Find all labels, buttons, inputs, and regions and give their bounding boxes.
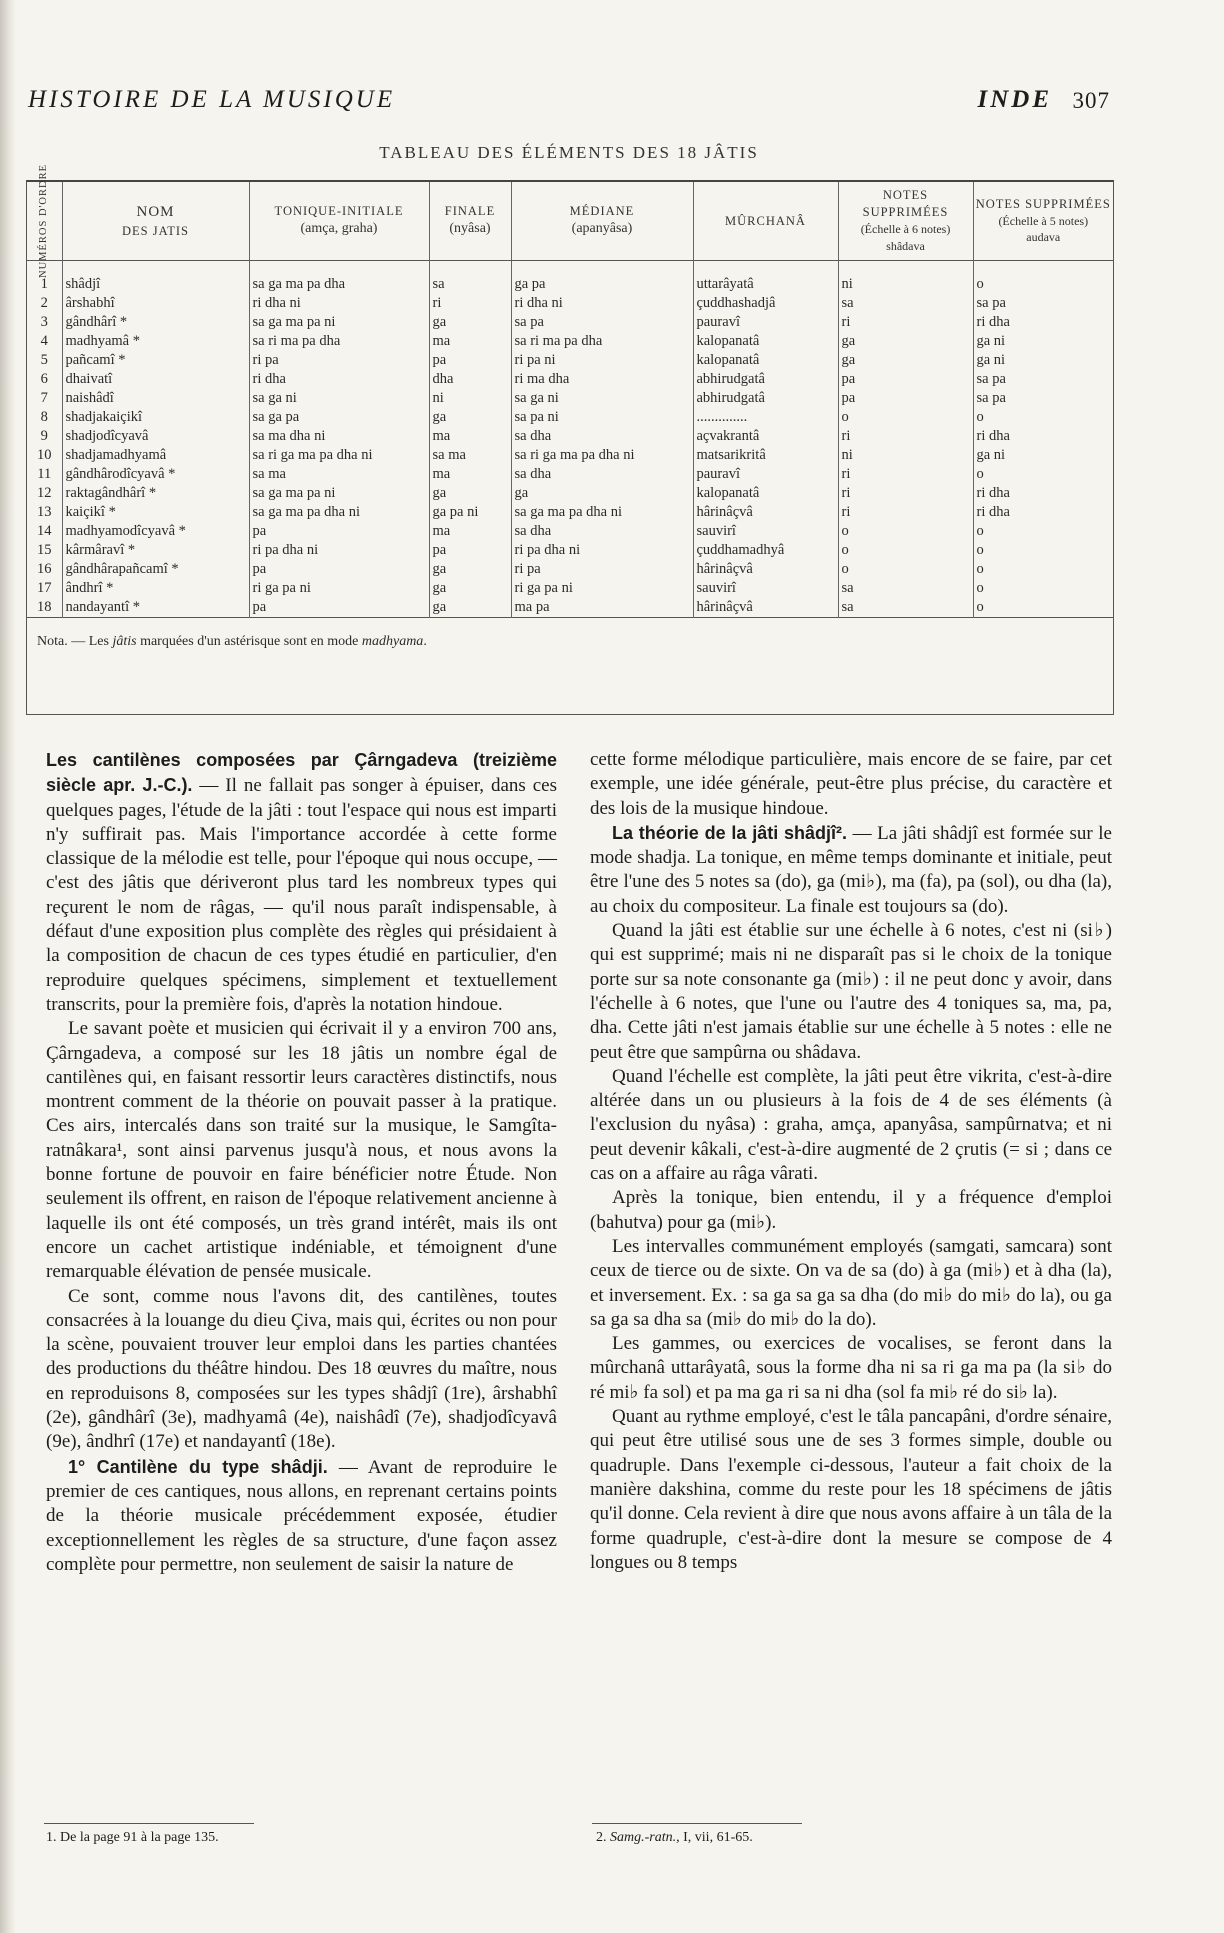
paragraph-intervalles: Les intervalles communément employés (samgati, samcara) sont ceux de tierce ou de sixte. On va de sa (do) à ga (mi♭) et à dha (la), et inversement. Ex. : sa ga sa ga sa dha (do mi♭ do mi♭ do la), ou ga sa ga sa dha sa (mi♭ do mi♭ do la do). bbox=[590, 1235, 1112, 1330]
row-number: 3 bbox=[27, 313, 62, 332]
page-number: 307 bbox=[1072, 88, 1110, 113]
table-row bbox=[27, 332, 1113, 351]
section-heading-cantilenes: Les cantilènes composées par Çârngadeva (treizième siècle apr. J.-C.). bbox=[46, 750, 557, 796]
supp5-cell: ri dha bbox=[976, 314, 1010, 330]
supp6-cell: sa bbox=[838, 294, 973, 313]
paragraph-type-shadji: 1° Cantilène du type shâdji. — Avant de reproduire le premier de ces cantiques, nous allons, en reprenant certains points de la théorie musicale précédemment exposée, étudier exceptionnellement les règles de sa structure, d'une façon assez complète pour permettre, non seulement de saisir la nature de bbox=[46, 1456, 558, 1575]
finale-cell: ma bbox=[429, 522, 511, 541]
jati-name: ândhrî * bbox=[62, 579, 249, 598]
supp6-cell: pa bbox=[838, 389, 973, 408]
mediane-cell: sa dha bbox=[511, 427, 693, 446]
table-row bbox=[27, 370, 1113, 389]
paragraph-theorie: La théorie de la jâti shâdjî². — La jâti shâdjî est formée sur le mode shadja. La tonique, en même temps dominante et initiale, peut être l'une des 5 notes sa (do), ga (mi♭), ma (fa), pa (sol), ou dha (la), au choix du compositeur. La finale est toujours sa (do). bbox=[590, 822, 1112, 917]
row-number: 1 bbox=[27, 275, 62, 294]
jati-name: pañcamî * bbox=[62, 351, 249, 370]
row-number: 10 bbox=[27, 446, 62, 465]
table-row bbox=[27, 389, 1113, 408]
table-row bbox=[27, 465, 1113, 484]
table-row bbox=[27, 541, 1113, 560]
mediane-cell: sa pa bbox=[511, 313, 693, 332]
supp5-cell: o bbox=[976, 523, 984, 539]
table-title: TABLEAU DES ÉLÉMENTS DES 18 JÂTIS bbox=[379, 143, 759, 162]
row-number: 17 bbox=[27, 579, 62, 598]
row-number: 15 bbox=[27, 541, 62, 560]
section-name: INDE bbox=[977, 86, 1052, 113]
tonique-cell: ri pa dha ni bbox=[249, 541, 429, 560]
section-heading-type-shadji: 1° Cantilène du type shâdji. bbox=[68, 1456, 328, 1477]
finale-cell: ma bbox=[429, 332, 511, 351]
supp6-cell: ga bbox=[838, 332, 973, 351]
jati-name: shadjamadhyamâ bbox=[62, 446, 249, 465]
jati-name: gândhârodîcyavâ * bbox=[62, 465, 249, 484]
supp6-cell: o bbox=[838, 541, 973, 560]
paragraph-continuation: cette forme mélodique particulière, mais encore de se faire, par cet exemple, une idée générale, peut-être plus précise, du caractère et des lois de la musique hindoue. bbox=[590, 749, 1112, 819]
mediane-cell: ri pa ni bbox=[511, 351, 693, 370]
murchana-cell: sauvirî bbox=[693, 579, 838, 598]
footnote-2: 2. Samg.-ratn., I, vii, 61-65. bbox=[596, 1830, 753, 1845]
mediane-cell: ri ga pa ni bbox=[511, 579, 693, 598]
table-row bbox=[27, 503, 1113, 522]
finale-cell: ga bbox=[429, 484, 511, 503]
tonique-cell: ri ga pa ni bbox=[249, 579, 429, 598]
page-binding-shadow bbox=[0, 0, 16, 1933]
murchana-cell: abhirudgatâ bbox=[693, 370, 838, 389]
table-row bbox=[27, 294, 1113, 313]
table-body bbox=[27, 261, 1113, 618]
mediane-cell: ga pa bbox=[511, 275, 693, 294]
row-number: 9 bbox=[27, 427, 62, 446]
jati-name: madhyamâ * bbox=[62, 332, 249, 351]
col-header-supp6: NOTES SUPPRIMÉES (Échelle à 6 notes) shâdava bbox=[838, 182, 973, 261]
murchana-cell: kalopanatâ bbox=[693, 332, 838, 351]
footnote-1: 1. De la page 91 à la page 135. bbox=[46, 1830, 219, 1845]
murchana-cell: pauravî bbox=[693, 313, 838, 332]
supp5-cell: sa pa bbox=[976, 295, 1006, 311]
row-number: 14 bbox=[27, 522, 62, 541]
supp6-cell: ga bbox=[838, 351, 973, 370]
supp6-cell: o bbox=[838, 408, 973, 427]
supp5-cell: ri dha bbox=[976, 485, 1010, 501]
finale-cell: ma bbox=[429, 465, 511, 484]
supp6-cell: o bbox=[838, 522, 973, 541]
murchana-cell: .............. bbox=[693, 408, 838, 427]
row-number: 12 bbox=[27, 484, 62, 503]
row-number: 5 bbox=[27, 351, 62, 370]
table-header-row bbox=[27, 182, 1113, 261]
table-row bbox=[27, 522, 1113, 541]
row-number: 7 bbox=[27, 389, 62, 408]
row-number: 13 bbox=[27, 503, 62, 522]
tonique-cell: ri dha ni bbox=[249, 294, 429, 313]
row-number: 6 bbox=[27, 370, 62, 389]
murchana-cell: uttarâyatâ bbox=[693, 275, 838, 294]
table-row bbox=[27, 408, 1113, 427]
supp6-cell: sa bbox=[838, 598, 973, 618]
jati-name: madhyamodîcyavâ * bbox=[62, 522, 249, 541]
supp5-cell: o bbox=[976, 561, 984, 577]
tonique-cell: sa ma dha ni bbox=[249, 427, 429, 446]
book-title: HISTOIRE DE LA MUSIQUE bbox=[28, 86, 396, 113]
mediane-cell: ri dha ni bbox=[511, 294, 693, 313]
tonique-cell: sa ga pa bbox=[249, 408, 429, 427]
col-header-tonique: TONIQUE-INITIALE (amça, graha) bbox=[249, 182, 429, 261]
mediane-cell: ri pa bbox=[511, 560, 693, 579]
finale-cell: pa bbox=[429, 541, 511, 560]
mediane-cell: ri pa dha ni bbox=[511, 541, 693, 560]
jati-name: kaiçikî * bbox=[62, 503, 249, 522]
tonique-cell: pa bbox=[249, 598, 429, 618]
supp5-cell: o bbox=[976, 542, 984, 558]
table-row bbox=[27, 427, 1113, 446]
tonique-cell: sa ma bbox=[249, 465, 429, 484]
paragraph-cantilenes-civa: Ce sont, comme nous l'avons dit, des cantilènes, toutes consacrées à la louange du dieu Çiva, mais qui, écrites ou non pour la scène, pouvaient trouver leur emploi dans les parties chantées des productions du théâtre hindou. Des 18 œuvres du maître, nous en reproduisons 8, composées sur les types shâdjî (1re), ârshabhî (2e), gândhârî (3e), madhyamâ (4e), naishâdî (7e), shadjodîcyavâ (9e), ândhrî (17e) et nandayantî (18e). bbox=[46, 1285, 557, 1453]
jati-name: kârmâravî * bbox=[62, 541, 249, 560]
jati-name: dhaivatî bbox=[62, 370, 249, 389]
row-number: 4 bbox=[27, 332, 62, 351]
table-row bbox=[27, 579, 1113, 598]
col-header-finale: FINALE (nyâsa) bbox=[429, 182, 511, 261]
supp6-cell: ri bbox=[838, 465, 973, 484]
tonique-cell: sa ga ma pa ni bbox=[249, 313, 429, 332]
supp5-cell: ri dha bbox=[976, 504, 1010, 520]
running-head bbox=[28, 86, 1110, 116]
tonique-cell: sa ga ma pa dha bbox=[249, 275, 429, 294]
row-number: 16 bbox=[27, 560, 62, 579]
jati-name: raktagândhârî * bbox=[62, 484, 249, 503]
murchana-cell: matsarikritâ bbox=[693, 446, 838, 465]
supp5-cell: sa pa bbox=[976, 390, 1006, 406]
finale-cell: ga bbox=[429, 598, 511, 618]
supp5-cell: ri dha bbox=[976, 428, 1010, 444]
table-spacer-row bbox=[27, 261, 1113, 276]
murchana-cell: çuddhamadhyâ bbox=[693, 541, 838, 560]
murchana-cell: pauravî bbox=[693, 465, 838, 484]
table-row bbox=[27, 560, 1113, 579]
supp5-cell: ga ni bbox=[976, 352, 1006, 368]
paragraph-rythme: Quant au rythme employé, c'est le tâla pancapâni, d'ordre sénaire, qui peut être utilisé sous une de ses 3 formes simple, double ou quadruple. Dans l'exemple ci-dessous, l'auteur a fait choix de la manière dakshina, comme du reste pour les 18 spécimens de jâtis qu'il donne. Cela revient à dire que nous avons affaire à un tâla de la forme quadruple, c'est-à-dire dont la mesure se compose de 4 longues ou 8 temps bbox=[590, 1406, 1112, 1573]
finale-cell: ma bbox=[429, 427, 511, 446]
col-header-murchana: MÛRCHANÂ bbox=[693, 182, 838, 261]
mediane-cell: sa dha bbox=[511, 522, 693, 541]
murchana-cell: kalopanatâ bbox=[693, 351, 838, 370]
murchana-cell: hârinâçvâ bbox=[693, 560, 838, 579]
left-text-column bbox=[46, 748, 557, 1577]
paragraph-carngadeva: Le savant poète et musicien qui écrivait il y a environ 700 ans, Çârngadeva, a composé sur les 18 jâtis un nombre égal de cantilènes qui, en faisant ressortir leurs caractères distinctifs, nous montrent comment de la théorie on pouvait passer à la pratique. Ces airs, intercalés dans son traité sur la musique, le Samgîta-ratnâkara¹, sont ainsi parvenus jusqu'à nous, et nous avons la bonne fortune de pouvoir en faire bénéficier notre Étude. Non seulement ils offrent, en raison de l'époque relativement ancienne à laquelle ils ont été composés, un très grand intérêt, mais ils ont encore un cachet artistique indéniable, et témoignent d'une remarquable élévation de pensée musicale. bbox=[46, 1018, 557, 1283]
table-note-row bbox=[27, 618, 1113, 667]
supp6-cell: ri bbox=[838, 313, 973, 332]
mediane-cell: sa ga ni bbox=[511, 389, 693, 408]
table-row bbox=[27, 484, 1113, 503]
supp6-cell: ri bbox=[838, 427, 973, 446]
section-heading-theorie: La théorie de la jâti shâdjî². bbox=[612, 822, 848, 843]
supp6-cell: ni bbox=[838, 275, 973, 294]
supp5-cell: sa pa bbox=[976, 371, 1006, 387]
finale-cell: dha bbox=[429, 370, 511, 389]
supp6-cell: sa bbox=[838, 579, 973, 598]
finale-cell: ga bbox=[429, 560, 511, 579]
supp5-cell: o bbox=[976, 599, 984, 615]
paragraph-echelle-complete: Quand l'échelle est complète, la jâti peut être vikrita, c'est-à-dire altérée dans un ou plusieurs à la fois de 4 de ses éléments (à l'exclusion du nyâsa) : graha, amça, apanyâsa, sampûrnatva; et ni peut devenir kâkali, c'est-à-dire augmenté de 2 çrutis (= si ; dans ce cas on a affaire au râga vârati. bbox=[590, 1065, 1112, 1185]
mediane-cell: sa ri ma pa dha bbox=[511, 332, 693, 351]
mediane-cell: sa dha bbox=[511, 465, 693, 484]
tonique-cell: sa ga ma pa ni bbox=[249, 484, 429, 503]
jati-name: shâdjî bbox=[62, 275, 249, 294]
col-header-supp5: NOTES SUPPRIMÉES (Échelle à 5 notes) audava bbox=[973, 182, 1113, 261]
jati-name: gândhârî * bbox=[62, 313, 249, 332]
finale-cell: pa bbox=[429, 351, 511, 370]
paragraph-gammes: Les gammes, ou exercices de vocalises, se feront dans la mûrchanâ uttarâyatâ, sous la forme dha ni sa ri ga ma pa (la si♭ do ré mi♭ fa sol) et pa ma ga ri sa ni dha (sol fa mi♭ ré do si♭ la). bbox=[590, 1333, 1112, 1403]
supp6-cell: ri bbox=[838, 484, 973, 503]
supp5-cell: ga ni bbox=[976, 447, 1006, 463]
murchana-cell: çuddhashadjâ bbox=[693, 294, 838, 313]
finale-cell: sa ma bbox=[429, 446, 511, 465]
row-number: 18 bbox=[27, 598, 62, 618]
jatis-table bbox=[27, 163, 1113, 666]
supp6-cell: ri bbox=[838, 503, 973, 522]
finale-cell: ga pa ni bbox=[429, 503, 511, 522]
supp5-cell: ga ni bbox=[976, 333, 1006, 349]
col-header-mediane: MÉDIANE (apanyâsa) bbox=[511, 182, 693, 261]
supp6-cell: ni bbox=[838, 446, 973, 465]
table-note: Nota. — Les jâtis marquées d'un astérisque sont en mode madhyama. bbox=[27, 618, 1113, 667]
supp5-cell: o bbox=[976, 580, 984, 596]
supp6-cell: pa bbox=[838, 370, 973, 389]
finale-cell: ga bbox=[429, 313, 511, 332]
finale-cell: ri bbox=[429, 294, 511, 313]
murchana-cell: abhirudgatâ bbox=[693, 389, 838, 408]
paragraph-echelle-6: Quand la jâti est établie sur une échelle à 6 notes, c'est ni (si♭) qui est supprimé; mais ni ne disparaît pas si le choix de la tonique porte sur sa note consonante ga (mi♭) : il ne peut donc y avoir, dans l'échelle à 6 notes, que l'une ou l'autre des 4 toniques sa, ma, pa, dha. Cette jâti n'est jamais établie sur une échelle à 5 notes : elle ne peut être que sampûrna ou shâdava. bbox=[590, 920, 1112, 1063]
jati-name: naishâdî bbox=[62, 389, 249, 408]
row-number: 11 bbox=[27, 465, 62, 484]
murchana-cell: hârinâçvâ bbox=[693, 598, 838, 618]
paragraph-tonique: Après la tonique, bien entendu, il y a fréquence d'emploi (bahutva) pour ga (mi♭). bbox=[590, 1187, 1112, 1233]
row-number: 2 bbox=[27, 294, 62, 313]
supp6-cell: o bbox=[838, 560, 973, 579]
mediane-cell: sa ga ma pa dha ni bbox=[511, 503, 693, 522]
tonique-cell: ri dha bbox=[249, 370, 429, 389]
jati-name: shadjakaiçikî bbox=[62, 408, 249, 427]
murchana-cell: sauvirî bbox=[693, 522, 838, 541]
footnote-rule-right bbox=[592, 1823, 802, 1824]
jati-name: ârshabhî bbox=[62, 294, 249, 313]
table-row bbox=[27, 446, 1113, 465]
finale-cell: ni bbox=[429, 389, 511, 408]
jati-name: nandayantî * bbox=[62, 598, 249, 618]
finale-cell: ga bbox=[429, 579, 511, 598]
tonique-cell: ri pa bbox=[249, 351, 429, 370]
tonique-cell: sa ga ma pa dha ni bbox=[249, 503, 429, 522]
row-number: 8 bbox=[27, 408, 62, 427]
mediane-cell: ga bbox=[511, 484, 693, 503]
col-header-numeros: NUMÉROS D'ORDRE bbox=[27, 182, 62, 261]
footnote-rule-left bbox=[44, 1823, 254, 1824]
table-row bbox=[27, 275, 1113, 294]
tonique-cell: sa ri ma pa dha bbox=[249, 332, 429, 351]
supp5-cell: o bbox=[976, 466, 984, 482]
finale-cell: ga bbox=[429, 408, 511, 427]
right-text-column bbox=[590, 748, 1112, 1575]
jati-name: gândhârapañcamî * bbox=[62, 560, 249, 579]
finale-cell: sa bbox=[429, 275, 511, 294]
table-row bbox=[27, 598, 1113, 618]
mediane-cell: sa pa ni bbox=[511, 408, 693, 427]
tonique-cell: pa bbox=[249, 522, 429, 541]
murchana-cell: hârinâçvâ bbox=[693, 503, 838, 522]
table-row bbox=[27, 351, 1113, 370]
tonique-cell: sa ga ni bbox=[249, 389, 429, 408]
supp5-cell: o bbox=[976, 276, 984, 292]
col-header-nom: NOM DES JATIS bbox=[62, 182, 249, 261]
jatis-table-frame bbox=[26, 163, 1114, 715]
mediane-cell: ri ma dha bbox=[511, 370, 693, 389]
murchana-cell: açvakrantâ bbox=[693, 427, 838, 446]
mediane-cell: sa ri ga ma pa dha ni bbox=[511, 446, 693, 465]
jati-name: shadjodîcyavâ bbox=[62, 427, 249, 446]
paragraph-cantilenes: Les cantilènes composées par Çârngadeva (treizième siècle apr. J.-C.). — Il ne fallait pas songer à épuiser, dans ces quelques pages, l'étude de la jâti : tout l'espace qui nous est imparti n'y suffirait pas. Mais l'importance accordée à cette forme classique de la mélodie est telle, pour l'époque qui nous occupe, — c'est des jâtis que dériveront plus tard les nombreux types qui reçurent le nom de râgas, — qu'il nous paraît indispensable, à défaut d'une exposition plus complète des règles qui présidaient à la composition de chacun de ces types étudié en particulier, d'en reproduire quelques spécimens, simplement et textuellement transcrits, pour la première fois, d'après la notation hindoue. bbox=[46, 750, 557, 1015]
murchana-cell: kalopanatâ bbox=[693, 484, 838, 503]
mediane-cell: ma pa bbox=[511, 598, 693, 618]
table-row bbox=[27, 313, 1113, 332]
supp5-cell: o bbox=[976, 409, 984, 425]
tonique-cell: pa bbox=[249, 560, 429, 579]
tonique-cell: sa ri ga ma pa dha ni bbox=[249, 446, 429, 465]
